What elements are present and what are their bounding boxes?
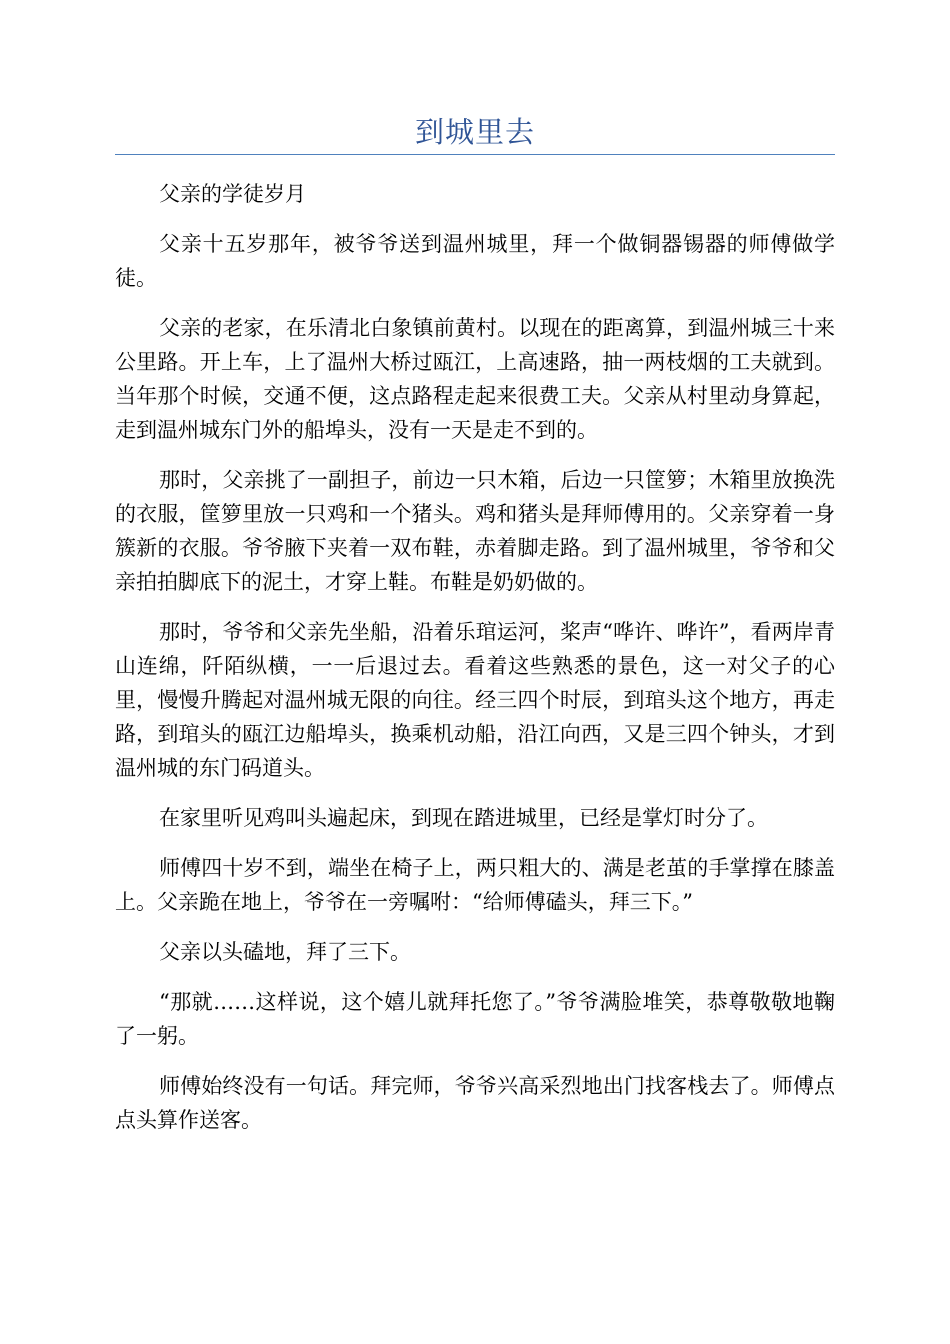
- paragraph-subtitle: 父亲的学徒岁月: [159, 182, 306, 206]
- paragraph: 父亲的老家，在乐清北白象镇前黄村。以现在的距离算，到温州城三十来公里路。开上车，上了温州大桥过瓯江，上高速路，抽一两枝烟的工夫就到。当年那个时候，交通不便，这点路程走起来很费工夫。父亲从村里动身算起，走到温州城东门外的船埠头，没有一天是走不到的。: [115, 316, 835, 442]
- paragraph: 在家里听见鸡叫头遍起床，到现在踏进城里，已经是掌灯时分了。: [159, 806, 768, 830]
- document-title: 到城里去: [414, 115, 535, 149]
- paragraph: 师傅四十岁不到，端坐在椅子上，两只粗大的、满是老茧的手掌撑在膝盖上。父亲跪在地上，爷爷在一旁嘱咐：“给师傅磕头，拜三下。”: [115, 856, 835, 914]
- paragraph: 父亲以头磕地，拜了三下。: [159, 940, 411, 964]
- paragraph: “那就……这样说，这个嬉儿就拜托您了。”爷爷满脸堆笑，恭尊敬敬地鞠了一躬。: [115, 990, 835, 1048]
- title-underline: [115, 154, 835, 155]
- paragraph: 那时，父亲挑了一副担子，前边一只木箱，后边一只筐箩；木箱里放换洗的衣服，筐箩里放一只鸡和一个猪头。鸡和猪头是拜师傅用的。父亲穿着一身簇新的衣服。爷爷腋下夹着一双布鞋，赤着脚走路。到了温州城里，爷爷和父亲拍拍脚底下的泥土，才穿上鞋。布鞋是奶奶做的。: [115, 468, 835, 594]
- document-body: [115, 177, 835, 1153]
- paragraph: 父亲十五岁那年，被爷爷送到温州城里，拜一个做铜器锡器的师傅做学徒。: [115, 232, 835, 290]
- paragraph: 那时，爷爷和父亲先坐船，沿着乐琯运河，桨声“哗许、哗许”，看两岸青山连绵，阡陌纵横，一一后退过去。看着这些熟悉的景色，这一对父子的心里，慢慢升腾起对温州城无限的向往。经三四个时辰，到琯头这个地方，再走路，到琯头的瓯江边船埠头，换乘机动船，沿江向西，又是三四个钟头，才到温州城的东门码道头。: [115, 620, 835, 780]
- paragraph: 师傅始终没有一句话。拜完师，爷爷兴高采烈地出门找客栈去了。师傅点点头算作送客。: [115, 1074, 835, 1132]
